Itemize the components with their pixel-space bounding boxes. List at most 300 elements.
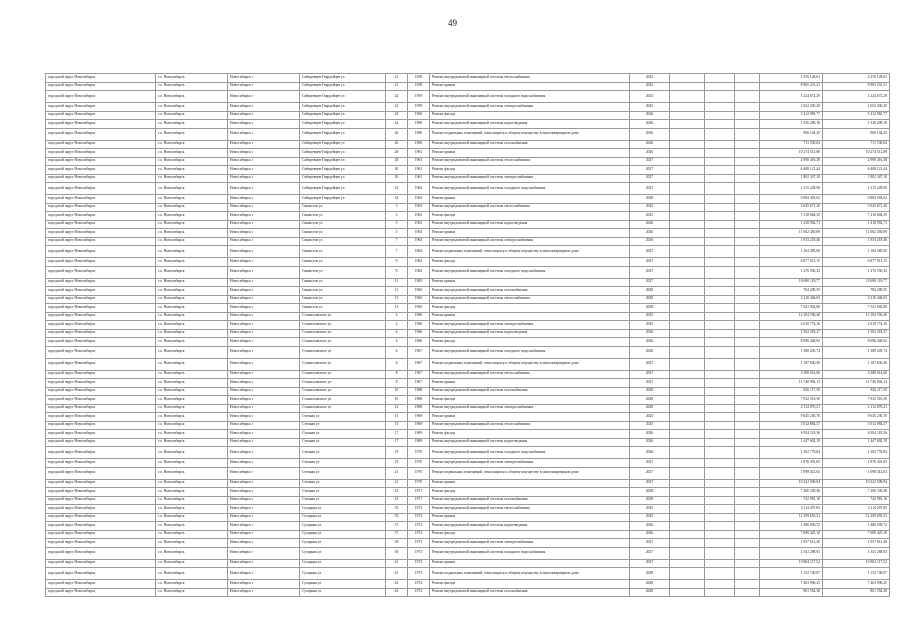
district-cell: городской округ Новосибирск (46, 128, 156, 140)
house-cell: 6 (386, 346, 408, 358)
empty-cell (670, 229, 705, 238)
empty-cell (670, 120, 705, 129)
year-cell: 1973 (408, 547, 430, 559)
amount-cell: 906 104,25 (823, 128, 890, 140)
period-cell: 2027 (630, 559, 670, 568)
city-cell: Новосибирск г (228, 266, 300, 278)
year-cell: 1966 (408, 321, 430, 330)
district-cell: городской округ Новосибирск (46, 237, 156, 246)
settlement-cell: г.о. Новосибирск (156, 287, 228, 296)
city-cell: Новосибирск г (228, 103, 300, 112)
year-cell: 1963 (408, 212, 430, 221)
empty-cell (705, 203, 735, 212)
empty-cell (705, 467, 735, 479)
period-cell: 2025 (630, 203, 670, 212)
amount-cell: 7 932 516,58 (823, 396, 890, 405)
settlement-cell: г.о. Новосибирск (156, 346, 228, 358)
district-cell: городской округ Новосибирск (46, 421, 156, 430)
table-row (46, 203, 890, 212)
city-cell: Новосибирск г (228, 413, 300, 422)
settlement-cell: г.о. Новосибирск (156, 370, 228, 379)
year-cell: 1967 (408, 379, 430, 388)
year-cell: 1967 (408, 370, 430, 379)
empty-cell (670, 539, 705, 548)
amount-cell: 1 802 347,10 (760, 174, 823, 183)
city-cell: Новосибирск г (228, 404, 300, 413)
amount-cell: 1 336 209,18 (760, 120, 823, 129)
year-cell: 1963 (408, 229, 430, 238)
empty-cell (670, 467, 705, 479)
amount-cell: 742 981,16 (823, 496, 890, 505)
period-cell: 2026 (630, 530, 670, 539)
work-type-cell: Ремонт фасада (430, 396, 630, 405)
period-cell: 2028 (630, 404, 670, 413)
house-cell: 15 (386, 421, 408, 430)
house-cell: 13 (386, 295, 408, 304)
year-cell: 1969 (408, 413, 430, 422)
amount-cell: 7 206 339,48 (760, 488, 823, 497)
street-cell: Сибиревцев-Гвардейцев ул (300, 111, 386, 120)
year-cell: 1961 (408, 174, 430, 183)
year-cell: 1958 (408, 74, 430, 83)
page-number: 49 (448, 18, 457, 28)
street-cell: Степная ул (300, 488, 386, 497)
city-cell: Новосибирск г (228, 82, 300, 91)
empty-cell (705, 396, 735, 405)
district-cell: городской округ Новосибирск (46, 488, 156, 497)
amount-cell: 711 530,04 (760, 140, 823, 149)
settlement-cell: г.о. Новосибирск (156, 312, 228, 321)
amount-cell: 1 098 412,63 (760, 467, 823, 479)
empty-cell (705, 157, 735, 166)
table-row (46, 237, 890, 246)
amount-cell: 801 554,38 (823, 588, 890, 597)
street-cell: Связистов ул (300, 304, 386, 313)
city-cell: Новосибирск г (228, 278, 300, 287)
empty-cell (735, 467, 760, 479)
house-cell: 41 (386, 559, 408, 568)
period-cell: 2028 (630, 488, 670, 497)
settlement-cell: г.о. Новосибирск (156, 358, 228, 370)
amount-cell: 711 530,04 (823, 140, 890, 149)
district-cell: городской округ Новосибирск (46, 91, 156, 103)
city-cell: Новосибирск г (228, 530, 300, 539)
amount-cell: 2 114 870,21 (760, 404, 823, 413)
table-row (46, 568, 890, 580)
amount-cell: 11 740 902,13 (760, 379, 823, 388)
work-type-cell: Ремонт подвальных помещений, относящихся к общему имуществу в многоквартирном доме (430, 358, 630, 370)
street-cell: Степная ул (300, 430, 386, 439)
amount-cell: 3 210 446,03 (760, 295, 823, 304)
city-cell: Новосибирск г (228, 74, 300, 83)
empty-cell (735, 220, 760, 229)
table-row (46, 467, 890, 479)
work-type-cell: Ремонт внутридомовой инженерной системы теплоснабжения (430, 505, 630, 514)
city-cell: Новосибирск г (228, 287, 300, 296)
district-cell: городской округ Новосибирск (46, 430, 156, 439)
period-cell: 2028 (630, 304, 670, 313)
amount-cell: 1 957 612,40 (823, 539, 890, 548)
empty-cell (705, 149, 735, 158)
amount-cell: 1 652 430,20 (760, 103, 823, 112)
empty-cell (670, 505, 705, 514)
year-cell: 1971 (408, 496, 430, 505)
empty-cell (705, 246, 735, 258)
work-type-cell: Ремонт внутридомовой инженерной системы газоснабжения (430, 496, 630, 505)
amount-cell: 6 408 121,44 (760, 166, 823, 175)
empty-cell (670, 128, 705, 140)
amount-cell: 1 098 412,63 (823, 467, 890, 479)
settlement-cell: г.о. Новосибирск (156, 430, 228, 439)
empty-cell (705, 237, 735, 246)
empty-cell (735, 496, 760, 505)
city-cell: Новосибирск г (228, 128, 300, 140)
street-cell: Связистов ул (300, 295, 386, 304)
house-cell: 10 (386, 387, 408, 396)
empty-cell (735, 530, 760, 539)
table-row (46, 505, 890, 514)
empty-cell (735, 588, 760, 597)
house-cell: 39 (386, 547, 408, 559)
street-cell: Сухарная ул (300, 513, 386, 522)
empty-cell (670, 321, 705, 330)
empty-cell (705, 166, 735, 175)
district-cell: городской округ Новосибирск (46, 74, 156, 83)
amount-cell: 7 403 996,25 (823, 580, 890, 589)
period-cell: 2025 (630, 212, 670, 221)
city-cell: Новосибирск г (228, 479, 300, 488)
empty-cell (735, 413, 760, 422)
amount-cell: 784 209,55 (823, 287, 890, 296)
year-cell: 1966 (408, 312, 430, 321)
year-cell: 1960 (408, 120, 430, 129)
city-cell: Новосибирск г (228, 568, 300, 580)
house-cell: 5 (386, 229, 408, 238)
house-cell: 5 (386, 220, 408, 229)
house-cell: 43 (386, 588, 408, 597)
district-cell: городской округ Новосибирск (46, 229, 156, 238)
empty-cell (670, 413, 705, 422)
city-cell: Новосибирск г (228, 559, 300, 568)
district-cell: городской округ Новосибирск (46, 496, 156, 505)
empty-cell (705, 413, 735, 422)
amount-cell: 1 447 602,19 (823, 438, 890, 447)
empty-cell (670, 447, 705, 459)
city-cell: Новосибирск г (228, 229, 300, 238)
street-cell: Станиславского ул (300, 387, 386, 396)
district-cell: городской округ Новосибирск (46, 295, 156, 304)
street-cell: Сухарная ул (300, 547, 386, 559)
settlement-cell: г.о. Новосибирск (156, 195, 228, 204)
empty-cell (705, 287, 735, 296)
empty-cell (735, 295, 760, 304)
district-cell: городской округ Новосибирск (46, 157, 156, 166)
amount-cell: 6 877 013,15 (760, 258, 823, 267)
year-cell: 1963 (408, 220, 430, 229)
year-cell: 1972 (408, 530, 430, 539)
house-cell: 11 (386, 278, 408, 287)
empty-cell (705, 447, 735, 459)
district-cell: городской округ Новосибирск (46, 547, 156, 559)
city-cell: Новосибирск г (228, 421, 300, 430)
period-cell: 2027 (630, 539, 670, 548)
amount-cell: 2 476 128,61 (760, 74, 823, 83)
street-cell: Степная ул (300, 438, 386, 447)
amount-cell: 3 012 884,57 (760, 421, 823, 430)
table-row (46, 103, 890, 112)
amount-cell: 7 218 604,35 (823, 212, 890, 221)
period-cell: 2026 (630, 438, 670, 447)
table-row (46, 530, 890, 539)
street-cell: Степная ул (300, 479, 386, 488)
house-cell: 32 (386, 195, 408, 204)
street-cell: Сибиревцев-Гвардейцев ул (300, 82, 386, 91)
amount-cell: 6 408 121,44 (823, 166, 890, 175)
amount-cell: 1 388 205,74 (823, 346, 890, 358)
district-cell: городской округ Новосибирск (46, 404, 156, 413)
empty-cell (670, 580, 705, 589)
table-row (46, 312, 890, 321)
amount-cell: 1 336 209,18 (823, 120, 890, 129)
empty-cell (705, 346, 735, 358)
street-cell: Сибиревцев-Гвардейцев ул (300, 140, 386, 149)
work-type-cell: Ремонт подвальных помещений, относящихся к общему имуществу в многоквартирном доме (430, 568, 630, 580)
house-cell: 9 (386, 258, 408, 267)
period-cell: 2027 (630, 459, 670, 468)
amount-cell: 9 884 303,62 (823, 195, 890, 204)
city-cell: Новосибирск г (228, 370, 300, 379)
settlement-cell: г.о. Новосибирск (156, 530, 228, 539)
amount-cell: 1 341 288,93 (823, 547, 890, 559)
street-cell: Связистов ул (300, 278, 386, 287)
street-cell: Сухарная ул (300, 588, 386, 597)
table-row (46, 157, 890, 166)
work-type-cell: Ремонт крыши (430, 229, 630, 238)
amount-cell: 5 412 965,77 (823, 111, 890, 120)
district-cell: городской округ Новосибирск (46, 120, 156, 129)
empty-cell (735, 166, 760, 175)
empty-cell (735, 568, 760, 580)
work-type-cell: Ремонт подвальных помещений, относящихся к общему имуществу в многоквартирном доме (430, 246, 630, 258)
empty-cell (705, 111, 735, 120)
table-row (46, 82, 890, 91)
city-cell: Новосибирск г (228, 140, 300, 149)
district-cell: городской округ Новосибирск (46, 329, 156, 338)
street-cell: Сухарная ул (300, 505, 386, 514)
house-cell: 15 (386, 413, 408, 422)
city-cell: Новосибирск г (228, 580, 300, 589)
city-cell: Новосибирск г (228, 496, 300, 505)
settlement-cell: г.о. Новосибирск (156, 246, 228, 258)
year-cell: 1967 (408, 358, 430, 370)
house-cell: 3 (386, 212, 408, 221)
amount-cell: 10 804 117,52 (760, 559, 823, 568)
empty-cell (705, 295, 735, 304)
work-type-cell: Ремонт фасада (430, 338, 630, 347)
settlement-cell: г.о. Новосибирск (156, 266, 228, 278)
amount-cell: 1 447 602,19 (760, 438, 823, 447)
empty-cell (705, 559, 735, 568)
empty-cell (670, 396, 705, 405)
program-table (45, 73, 890, 597)
street-cell: Сибиревцев-Гвардейцев ул (300, 166, 386, 175)
settlement-cell: г.о. Новосибирск (156, 111, 228, 120)
empty-cell (735, 522, 760, 531)
city-cell: Новосибирск г (228, 522, 300, 531)
house-cell: 22 (386, 103, 408, 112)
house-cell: 9 (386, 266, 408, 278)
empty-cell (670, 459, 705, 468)
city-cell: Новосибирск г (228, 438, 300, 447)
period-cell: 2027 (630, 278, 670, 287)
settlement-cell: г.о. Новосибирск (156, 559, 228, 568)
period-cell: 2028 (630, 287, 670, 296)
empty-cell (705, 120, 735, 129)
period-cell: 2025 (630, 312, 670, 321)
city-cell: Новосибирск г (228, 312, 300, 321)
amount-cell: 1 876 301,05 (823, 459, 890, 468)
street-cell: Связистов ул (300, 246, 386, 258)
amount-cell: 1 933 218,46 (760, 237, 823, 246)
empty-cell (670, 203, 705, 212)
period-cell: 2027 (630, 246, 670, 258)
empty-cell (735, 438, 760, 447)
period-cell: 2026 (630, 140, 670, 149)
work-type-cell: Ремонт внутридомовой инженерной системы электроснабжения (430, 404, 630, 413)
city-cell: Новосибирск г (228, 358, 300, 370)
empty-cell (705, 421, 735, 430)
year-cell: 1971 (408, 488, 430, 497)
city-cell: Новосибирск г (228, 120, 300, 129)
table-row (46, 413, 890, 422)
house-cell: 2 (386, 312, 408, 321)
settlement-cell: г.о. Новосибирск (156, 588, 228, 597)
empty-cell (735, 195, 760, 204)
district-cell: городской округ Новосибирск (46, 111, 156, 120)
empty-cell (705, 488, 735, 497)
empty-cell (705, 183, 735, 195)
amount-cell: 1 224 672,29 (760, 91, 823, 103)
empty-cell (735, 212, 760, 221)
table-row (46, 404, 890, 413)
city-cell: Новосибирск г (228, 588, 300, 597)
period-cell: 2028 (630, 580, 670, 589)
settlement-cell: г.о. Новосибирск (156, 258, 228, 267)
period-cell: 2027 (630, 547, 670, 559)
empty-cell (705, 358, 735, 370)
house-cell: 4 (386, 338, 408, 347)
district-cell: городской округ Новосибирск (46, 467, 156, 479)
amount-cell: 7 688 425,10 (760, 530, 823, 539)
period-cell: 2025 (630, 513, 670, 522)
empty-cell (670, 149, 705, 158)
amount-cell: 11 740 902,13 (823, 379, 890, 388)
table-row (46, 459, 890, 468)
period-cell: 2026 (630, 447, 670, 459)
amount-cell: 6 877 013,15 (823, 258, 890, 267)
district-cell: городской округ Новосибирск (46, 103, 156, 112)
amount-cell: 12 104 556,40 (823, 312, 890, 321)
amount-cell: 5 412 965,77 (760, 111, 823, 120)
street-cell: Станиславского ул (300, 358, 386, 370)
district-cell: городской округ Новосибирск (46, 258, 156, 267)
street-cell: Сибиревцев-Гвардейцев ул (300, 120, 386, 129)
house-cell: 43 (386, 580, 408, 589)
empty-cell (670, 346, 705, 358)
table-row (46, 539, 890, 548)
district-cell: городской округ Новосибирск (46, 530, 156, 539)
empty-cell (735, 140, 760, 149)
period-cell: 2026 (630, 111, 670, 120)
amount-cell: 9 645 230,70 (760, 413, 823, 422)
period-cell: 2028 (630, 396, 670, 405)
house-cell: 24 (386, 111, 408, 120)
empty-cell (670, 496, 705, 505)
table-row (46, 195, 890, 204)
table-row (46, 304, 890, 313)
period-cell: 2026 (630, 346, 670, 358)
amount-cell: 1 187 630,49 (760, 358, 823, 370)
year-cell: 1974 (408, 580, 430, 589)
street-cell: Станиславского ул (300, 396, 386, 405)
street-cell: Сибиревцев-Гвардейцев ул (300, 174, 386, 183)
settlement-cell: г.о. Новосибирск (156, 304, 228, 313)
street-cell: Сибиревцев-Гвардейцев ул (300, 149, 386, 158)
period-cell: 2026 (630, 149, 670, 158)
empty-cell (670, 547, 705, 559)
settlement-cell: г.о. Новосибирск (156, 413, 228, 422)
amount-cell: 11 062 450,09 (760, 229, 823, 238)
settlement-cell: г.о. Новосибирск (156, 82, 228, 91)
period-cell: 2026 (630, 329, 670, 338)
period-cell: 2026 (630, 338, 670, 347)
amount-cell: 10 274 512,88 (760, 149, 823, 158)
empty-cell (670, 166, 705, 175)
empty-cell (735, 580, 760, 589)
settlement-cell: г.о. Новосибирск (156, 438, 228, 447)
city-cell: Новосибирск г (228, 203, 300, 212)
district-cell: городской округ Новосибирск (46, 174, 156, 183)
empty-cell (735, 157, 760, 166)
year-cell: 1964 (408, 258, 430, 267)
empty-cell (735, 266, 760, 278)
work-type-cell: Ремонт фасада (430, 530, 630, 539)
amount-cell: 1 876 301,05 (760, 459, 823, 468)
table-row (46, 166, 890, 175)
house-cell: 19 (386, 447, 408, 459)
city-cell: Новосибирск г (228, 459, 300, 468)
work-type-cell: Ремонт внутридомовой инженерной системы теплоснабжения (430, 74, 630, 83)
work-type-cell: Ремонт фасада (430, 580, 630, 589)
table-row (46, 346, 890, 358)
work-type-cell: Ремонт внутридомовой инженерной системы электроснабжения (430, 174, 630, 183)
period-cell: 2027 (630, 358, 670, 370)
amount-cell: 10 274 512,88 (823, 149, 890, 158)
period-cell: 2025 (630, 91, 670, 103)
empty-cell (670, 237, 705, 246)
empty-cell (670, 278, 705, 287)
street-cell: Сухарная ул (300, 580, 386, 589)
amount-cell: 8 965 231,21 (823, 82, 890, 91)
empty-cell (705, 568, 735, 580)
city-cell: Новосибирск г (228, 220, 300, 229)
street-cell: Связистов ул (300, 229, 386, 238)
settlement-cell: г.о. Новосибирск (156, 140, 228, 149)
period-cell: 2027 (630, 258, 670, 267)
table-row (46, 149, 890, 158)
year-cell: 1972 (408, 513, 430, 522)
empty-cell (670, 588, 705, 597)
